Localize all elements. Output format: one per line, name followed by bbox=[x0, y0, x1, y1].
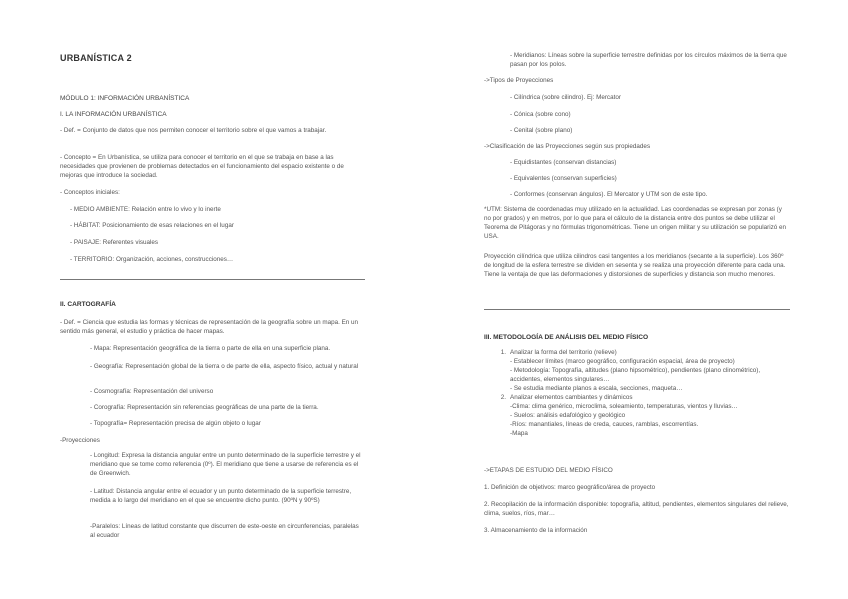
section-1-heading: I. LA INFORMACIÓN URBANÍSTICA bbox=[60, 111, 167, 118]
section-divider bbox=[60, 279, 365, 280]
stage-1: 1. Definición de objetivos: marco geográfico/área de proyecto bbox=[484, 484, 656, 491]
s2-item-geografia: - Geografía: Representación global de la tierra o de parte de ella, aspecto físico, actual y natural bbox=[90, 363, 359, 370]
stages-heading: ->ETAPAS DE ESTUDIO DEL MEDIO FÍSICO bbox=[484, 467, 613, 474]
classification-heading: ->Clasificación de las Proyecciones según sus propiedades bbox=[484, 143, 651, 150]
document-title: URBANÍSTICA 2 bbox=[60, 53, 132, 63]
m1-line: - Establecer límites (marco geográfico, configuración espacial, área de proyecto) bbox=[510, 358, 735, 365]
methodology-list bbox=[484, 348, 790, 438]
section-divider-right bbox=[484, 309, 790, 310]
s2-item-cosmografia: - Cosmografía: Representación del universo bbox=[90, 388, 214, 395]
s1-definition: - Def. = Conjunto de datos que nos permiten conocer el territorio sobre el que vamos a trabajar. bbox=[60, 127, 327, 134]
stage-3: 3. Almacenamiento de la información bbox=[484, 527, 588, 534]
projection-types-heading: ->Tipos de Proyecciones bbox=[484, 77, 554, 84]
s2-proj-longitud: - Longitud: Expresa la distancia angular entre un punto determinado de la superficie terrestre y el meridiano que se tome como referencia (0º). El meridiano que tiene a usarse de referencia es el de Greenwich. bbox=[90, 452, 361, 477]
methodology-item-2: 2. Analizar elementos cambiantes y dinámicos -Clima: clima genérico, microclima, soleamiento, temperaturas, vientos y lluvias… - Suelos: análisis edafológico y geológico -Ríos: manantiales, líneas de creda, cauces, ramblas, escorrentías. -Mapa bbox=[484, 393, 790, 438]
class-conformes: - Conformes (conservan ángulos). El Mercator y UTM son de este tipo. bbox=[510, 191, 708, 198]
m2-line: Analizar elementos cambiantes y dinámicos bbox=[510, 394, 633, 401]
s2-item-mapa: - Mapa: Representación geográfica de la tierra o parte de ella en una superficie plana. bbox=[90, 345, 331, 352]
module-heading: MÓDULO 1: INFORMACIÓN URBANÍSTICA bbox=[60, 95, 190, 102]
stage-2: 2. Recopilación de la información disponible: topografía, altitud, pendientes, elementos singulares del relieve, clima, suelos, ríos, mar… bbox=[484, 501, 789, 517]
s2-item-topografia: - Topografía= Representación precisa de algún objeto o lugar bbox=[90, 420, 261, 427]
section-3-heading: III. METODOLOGÍA DE ANÁLISIS DEL MEDIO FÍSICO bbox=[484, 334, 649, 341]
s1-item-habitat: - HÁBITAT: Posicionamiento de esas relaciones en el lugar bbox=[70, 222, 234, 229]
m2-line: -Mapa bbox=[510, 430, 528, 437]
s1-item-territorio: - TERRITORIO: Organización, acciones, construcciones… bbox=[70, 256, 234, 263]
s1-initial-concepts: - Conceptos iniciales: bbox=[60, 189, 120, 196]
m1-line: - Metodología: Topografía, altitudes (plano hipsométrico), pendientes (plano clinométrico), accidentes, elementos singulares… bbox=[510, 367, 761, 383]
s1-item-paisaje: - PAISAJE: Referentes visuales bbox=[70, 239, 159, 246]
class-equidistantes: - Equidistantes (conservan distancias) bbox=[510, 159, 617, 166]
m1-line: - Se estudia mediante planos a escala, secciones, maqueta… bbox=[510, 385, 683, 392]
utm-paragraph: *UTM: Sistema de coordenadas muy utilizado en la actualidad. Las coordenadas se expresan por zonas (y no por grados) y en metros, por lo que para el cálculo de la distancia entre dos puntos se debe utilizar el Teorema de Pitágoras y no fórmulas trigonométricas. Tiene un origen militar y su utilización se popularizó en USA. bbox=[484, 206, 787, 240]
meridians-text: - Meridianos: Líneas sobre la superficie terrestre definidas por los círculos máximos de la tierra que pasan por los polos. bbox=[510, 52, 787, 68]
cylindrical-paragraph: Proyección cilíndrica que utiliza cilindros casi tangentes a los meridianos (secante a la superficie). Los 360º de longitud de la esfera terrestre se dividen en sesenta y se realiza una proyección diferente para cada una. Tiene la ventaja de que las deformaciones y distorsiones de superficies y distancia son mucho menores. bbox=[484, 253, 786, 278]
m2-line: - Suelos: análisis edafológico y geológico bbox=[510, 412, 626, 419]
s1-item-medio-ambiente: - MEDIO AMBIENTE: Relación entre lo vivo y lo inerte bbox=[70, 206, 221, 213]
s2-definition: - Def. = Ciencia que estudia las formas y técnicas de representación de la geografía sobre un mapa. En un sentido más general, el estudio y práctica de hacer mapas. bbox=[60, 319, 359, 335]
s2-item-corografia: - Corografía: Representación sin referencias geográficas de una parte de la tierra. bbox=[90, 404, 319, 411]
m1-line: Analizar la forma del territorio (relieve) bbox=[510, 349, 617, 356]
m2-line: -Clima: clima genérico, microclima, soleamiento, temperaturas, vientos y lluvias… bbox=[510, 403, 738, 410]
s2-proj-latitud: - Latitud: Distancia angular entre el ecuador y un punto determinado de la superficie terrestre, medida a lo largo del meridiano en el que se encuentre dicho punto. (90ºN y 90ºS) bbox=[90, 488, 352, 504]
s2-proj-paralelos: -Paralelos: Líneas de latitud constante que discurren de este-oeste en circunferencias, paralelas al ecuador bbox=[90, 523, 359, 539]
s2-projections-label: -Proyecciones bbox=[60, 437, 100, 444]
methodology-item-1: 1. Analizar la forma del territorio (relieve) - Establecer límites (marco geográfico, configuración espacial, área de proyecto) - Metodología: Topografía, altitudes (plano hipsométrico), pendientes (plano clinométrico), accidentes, elementos singulares… - Se estudia mediante planos a escala, secciones, maqueta… bbox=[484, 348, 790, 393]
s1-concept: - Concepto = En Urbanística, se utiliza para conocer el territorio en el que se trabaja en base a las necesidades que provienen de problemas detectados en el funcionamiento del espacio existente o de mejoras que introduce la sociedad. bbox=[60, 154, 344, 179]
type-cilindrica: - Cilíndrica (sobre cilindro). Ej: Mercator bbox=[510, 94, 621, 101]
class-equivalentes: - Equivalentes (conservan superficies) bbox=[510, 175, 617, 182]
type-cenital: - Cenital (sobre plano) bbox=[510, 127, 573, 134]
section-2-heading: II. CARTOGRAFÍA bbox=[60, 301, 116, 308]
type-conica: - Cónica (sobre cono) bbox=[510, 111, 571, 118]
m2-line: -Ríos: manantiales, líneas de creda, cauces, ramblas, escorrentías. bbox=[510, 421, 699, 428]
